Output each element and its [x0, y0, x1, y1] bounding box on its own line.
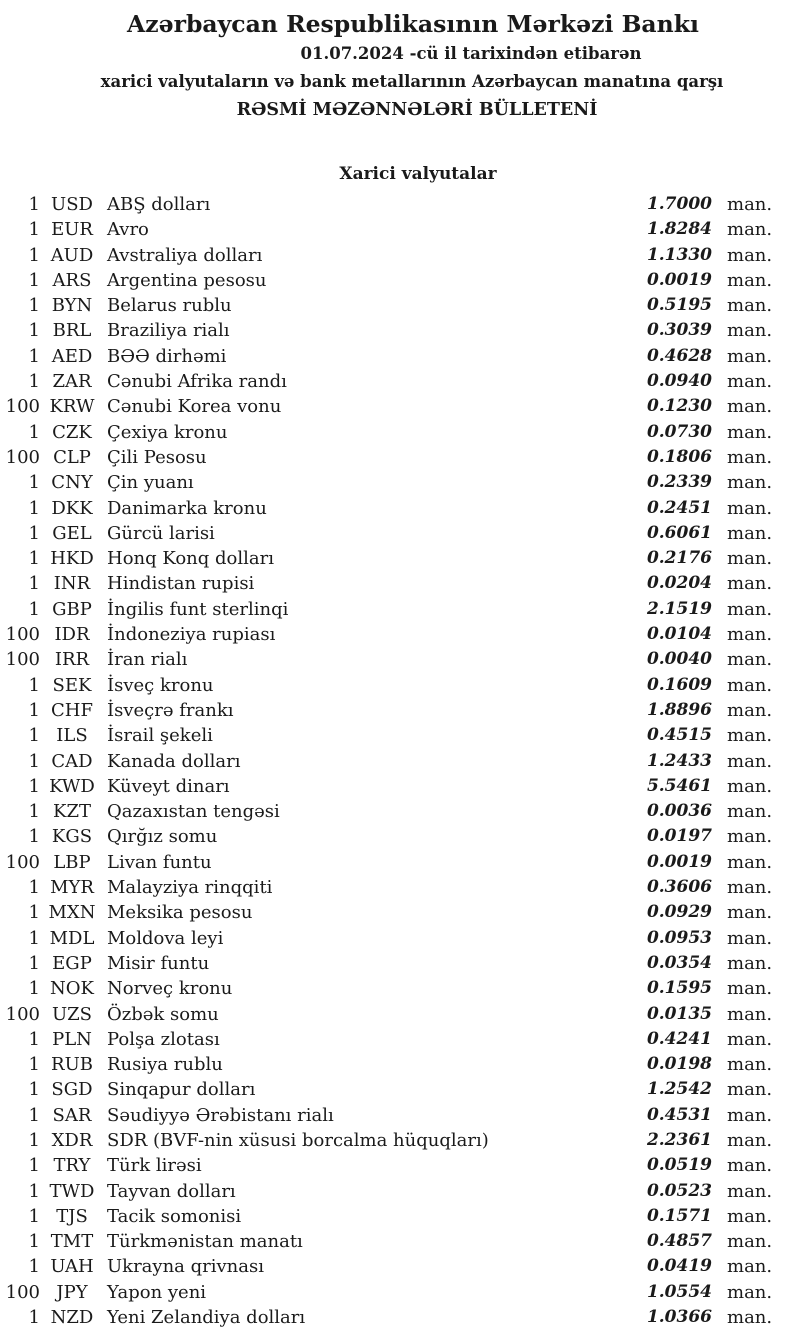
currency-code: KZT	[53, 801, 91, 823]
rate-unit: man.	[727, 1256, 773, 1278]
currency-name: Polşa zlotası	[107, 1028, 220, 1050]
currency-name: Türkmənistan manatı	[107, 1231, 303, 1253]
rate-value: 0.3606	[646, 877, 712, 898]
bulletin-header	[0, 9, 800, 124]
rate-unit: man.	[727, 320, 773, 342]
rate-quantity: 1	[28, 522, 40, 544]
currency-code: NOK	[50, 978, 94, 1000]
table-row	[0, 546, 800, 571]
rate-quantity: 1	[28, 927, 40, 949]
rate-quantity: 1	[28, 1256, 40, 1278]
table-row	[0, 521, 800, 546]
rate-unit: man.	[727, 194, 773, 215]
table-row	[0, 192, 800, 217]
rate-value: 0.0036	[646, 801, 712, 822]
rate-value: 0.1806	[646, 446, 712, 467]
rate-quantity: 1	[28, 826, 40, 848]
currency-code: INR	[53, 573, 91, 595]
currency-name: Moldova leyi	[107, 927, 224, 949]
rate-value: 1.0554	[646, 1281, 712, 1302]
rate-quantity: 1	[28, 674, 40, 696]
rate-quantity: 1	[28, 219, 40, 241]
rate-unit: man.	[727, 522, 773, 544]
rate-value: 0.0019	[646, 851, 712, 872]
currency-code: BYN	[51, 295, 93, 317]
table-row	[0, 622, 800, 647]
currency-name: İndoneziya rupiası	[107, 624, 276, 646]
rate-value: 1.0366	[646, 1307, 712, 1328]
rate-value: 0.0354	[646, 952, 712, 973]
currency-name: İsrail şekeli	[107, 725, 213, 747]
table-row	[0, 369, 800, 394]
currency-code: KWD	[49, 775, 95, 797]
currency-code: KGS	[51, 826, 93, 848]
table-row	[0, 875, 800, 900]
rate-quantity: 1	[28, 497, 40, 519]
currency-code: MXN	[48, 902, 96, 924]
table-row	[0, 976, 800, 1001]
rate-unit: man.	[727, 725, 773, 747]
currency-name: Honq Konq dolları	[107, 548, 274, 570]
rate-value: 0.4531	[646, 1104, 712, 1125]
rate-quantity: 1	[28, 801, 40, 823]
rate-unit: man.	[727, 1205, 773, 1227]
table-row	[0, 698, 800, 723]
rate-unit: man.	[727, 674, 773, 696]
rate-value: 0.1609	[646, 674, 712, 695]
rate-unit: man.	[727, 927, 773, 949]
currency-code: TRY	[53, 1155, 91, 1177]
currency-name: Argentina pesosu	[107, 269, 267, 291]
currency-name: Çin yuanı	[107, 472, 194, 494]
rate-value: 0.4857	[646, 1231, 712, 1252]
currency-name: Tayvan dolları	[107, 1180, 236, 1202]
table-row	[0, 445, 800, 470]
table-row	[0, 1229, 800, 1254]
rate-value: 0.1571	[646, 1205, 712, 1226]
table-row	[0, 1077, 800, 1102]
rate-value: 0.5195	[646, 295, 712, 316]
rate-unit: man.	[727, 446, 773, 468]
currency-code: CHF	[51, 699, 93, 721]
currency-name: Küveyt dinarı	[107, 775, 230, 797]
rate-value: 0.0953	[646, 927, 712, 948]
currency-name: Norveç kronu	[107, 978, 233, 1000]
bulletin-title: RƏSMİ MƏZƏNNƏLƏRİ BÜLLETENİ	[236, 100, 598, 120]
currency-name: Çili Pesosu	[107, 446, 207, 468]
rate-quantity: 1	[28, 1028, 40, 1050]
currency-code: SAR	[52, 1104, 92, 1126]
currency-name: Qırğız somu	[107, 826, 218, 848]
rates-table	[0, 192, 800, 1330]
rate-unit: man.	[727, 1003, 773, 1025]
rate-quantity: 1	[28, 1054, 40, 1076]
currency-name: Tacik somonisi	[107, 1205, 242, 1227]
rate-quantity: 1	[28, 598, 40, 620]
table-row	[0, 900, 800, 925]
rate-value: 0.0419	[646, 1256, 712, 1277]
rate-quantity: 1	[28, 1079, 40, 1101]
table-row	[0, 394, 800, 419]
rate-value: 1.2433	[646, 750, 712, 771]
rate-unit: man.	[727, 877, 773, 899]
table-row	[0, 850, 800, 875]
currency-code: ARS	[52, 269, 92, 291]
currency-name: Avstraliya dolları	[107, 244, 263, 266]
rate-unit: man.	[727, 775, 773, 797]
rate-quantity: 100	[5, 624, 40, 646]
rate-value: 0.4628	[646, 345, 712, 366]
rate-unit: man.	[727, 396, 773, 418]
table-row	[0, 1002, 800, 1027]
rate-value: 0.0730	[646, 421, 712, 442]
table-row	[0, 217, 800, 242]
rate-unit: man.	[727, 801, 773, 823]
currency-code: CLP	[53, 446, 91, 468]
rate-value: 0.0104	[646, 624, 712, 645]
rate-quantity: 100	[5, 1003, 40, 1025]
rate-unit: man.	[727, 219, 773, 241]
table-row	[0, 1103, 800, 1128]
rate-quantity: 100	[5, 396, 40, 418]
rate-quantity: 1	[28, 978, 40, 1000]
currency-code: ZAR	[52, 371, 92, 393]
section-title-foreign-currencies: Xarici valyutalar	[339, 164, 497, 184]
currency-name: Rusiya rublu	[107, 1054, 223, 1076]
currency-name: Sinqapur dolları	[107, 1079, 256, 1101]
currency-name: İsveç kronu	[107, 674, 214, 696]
rate-value: 1.8896	[646, 699, 712, 720]
rate-value: 1.1330	[646, 244, 712, 265]
rate-quantity: 1	[28, 194, 40, 215]
table-row	[0, 243, 800, 268]
currency-name: İran rialı	[107, 649, 188, 671]
currency-name: Ukrayna qrivnası	[107, 1256, 264, 1278]
currency-code: USD	[51, 194, 93, 215]
rate-value: 0.2339	[646, 472, 712, 493]
rate-quantity: 1	[28, 952, 40, 974]
currency-code: MDL	[49, 927, 95, 949]
currency-code: RUB	[51, 1054, 93, 1076]
rate-quantity: 1	[28, 371, 40, 393]
rate-value: 0.0519	[646, 1155, 712, 1176]
rate-value: 0.0204	[646, 573, 712, 594]
currency-code: CZK	[52, 421, 92, 443]
currency-name: ABŞ dolları	[107, 194, 211, 215]
effective-date-line: 01.07.2024 -cü il tarixindən etibarən	[300, 44, 642, 63]
table-row	[0, 571, 800, 596]
currency-code: UAH	[50, 1256, 94, 1278]
currency-name: Meksika pesosu	[107, 902, 253, 924]
currency-code: JPY	[56, 1281, 88, 1303]
currency-name: Yeni Zelandiya dolları	[107, 1307, 306, 1329]
currency-code: PLN	[52, 1028, 92, 1050]
rate-quantity: 1	[28, 269, 40, 291]
rate-unit: man.	[727, 472, 773, 494]
currency-code: TWD	[49, 1180, 95, 1202]
rate-unit: man.	[727, 1028, 773, 1050]
currency-code: IDR	[54, 624, 90, 646]
rate-quantity: 1	[28, 472, 40, 494]
rate-unit: man.	[727, 244, 773, 266]
rate-unit: man.	[727, 598, 773, 620]
rate-unit: man.	[727, 851, 773, 873]
currency-name: Kanada dolları	[107, 750, 241, 772]
table-row	[0, 293, 800, 318]
table-row	[0, 1052, 800, 1077]
rate-unit: man.	[727, 699, 773, 721]
rate-value: 0.6061	[646, 522, 712, 543]
rate-unit: man.	[727, 1129, 773, 1151]
currency-name: Yapon yeni	[107, 1281, 207, 1303]
table-row	[0, 318, 800, 343]
table-row	[0, 926, 800, 951]
currency-code: AUD	[50, 244, 94, 266]
rate-quantity: 1	[28, 1307, 40, 1329]
rate-quantity: 1	[28, 725, 40, 747]
currency-name: Türk lirəsi	[107, 1155, 202, 1177]
rate-quantity: 1	[28, 1231, 40, 1253]
rate-unit: man.	[727, 1104, 773, 1126]
rate-value: 0.4515	[646, 725, 712, 746]
currency-code: MYR	[50, 877, 94, 899]
currency-name: Braziliya rialı	[107, 320, 230, 342]
currency-code: XDR	[51, 1129, 93, 1151]
table-row	[0, 1204, 800, 1229]
currency-code: KRW	[49, 396, 95, 418]
rate-quantity: 1	[28, 699, 40, 721]
table-row	[0, 344, 800, 369]
rate-quantity: 1	[28, 1180, 40, 1202]
rate-quantity: 1	[28, 775, 40, 797]
rate-quantity: 100	[5, 446, 40, 468]
currency-name: Gürcü larisi	[107, 522, 215, 544]
rate-unit: man.	[727, 1281, 773, 1303]
rate-unit: man.	[727, 497, 773, 519]
currency-code: AED	[51, 345, 93, 367]
rate-value: 0.0940	[646, 371, 712, 392]
table-row	[0, 1179, 800, 1204]
currency-code: GEL	[52, 522, 92, 544]
rate-value: 1.8284	[646, 219, 712, 240]
table-row	[0, 597, 800, 622]
rate-quantity: 1	[28, 320, 40, 342]
rate-value: 0.0929	[646, 902, 712, 923]
rate-unit: man.	[727, 345, 773, 367]
currency-code: ILS	[56, 725, 88, 747]
table-row	[0, 268, 800, 293]
table-row	[0, 673, 800, 698]
rate-unit: man.	[727, 371, 773, 393]
currency-name: Belarus rublu	[107, 295, 232, 317]
rate-value: 2.2361	[646, 1129, 712, 1150]
rate-unit: man.	[727, 978, 773, 1000]
rate-value: 0.1230	[646, 396, 712, 417]
currency-code: EGP	[52, 952, 92, 974]
currency-code: CAD	[51, 750, 93, 772]
currency-name: Qazaxıstan tengəsi	[107, 801, 280, 823]
currency-code: NZD	[50, 1307, 94, 1329]
rate-quantity: 1	[28, 573, 40, 595]
table-row	[0, 824, 800, 849]
table-row	[0, 496, 800, 521]
currency-name: Özbək somu	[107, 1003, 219, 1025]
rate-quantity: 1	[28, 1104, 40, 1126]
rate-value: 0.1595	[646, 978, 712, 999]
table-row	[0, 470, 800, 495]
currency-name: Çexiya kronu	[107, 421, 228, 443]
currency-code: SGD	[51, 1079, 93, 1101]
rate-quantity: 1	[28, 1129, 40, 1151]
currency-name: Cənubi Afrika randı	[107, 371, 287, 393]
currency-code: BRL	[52, 320, 92, 342]
currency-code: UZS	[51, 1003, 92, 1025]
currency-code: DKK	[51, 497, 93, 519]
currency-name: Cənubi Korea vonu	[107, 396, 282, 418]
table-row	[0, 1280, 800, 1305]
rate-quantity: 1	[28, 421, 40, 443]
rate-value: 5.5461	[646, 775, 712, 796]
currency-name: İsveçrə frankı	[107, 699, 234, 721]
table-row	[0, 1305, 800, 1330]
table-row	[0, 951, 800, 976]
currency-code: EUR	[51, 219, 93, 241]
rate-unit: man.	[727, 269, 773, 291]
rate-unit: man.	[727, 573, 773, 595]
bulletin-scope-line: xarici valyutaların və bank metallarının Azərbaycan manatına qarşı	[100, 72, 724, 91]
rate-quantity: 100	[5, 851, 40, 873]
table-row	[0, 749, 800, 774]
rate-unit: man.	[727, 421, 773, 443]
rate-value: 0.3039	[646, 320, 712, 341]
table-row	[0, 1128, 800, 1153]
currency-name: İngilis funt sterlinqi	[107, 598, 289, 620]
table-row	[0, 799, 800, 824]
currency-name: Livan funtu	[107, 851, 212, 873]
rate-quantity: 1	[28, 750, 40, 772]
rate-quantity: 1	[28, 548, 40, 570]
table-row	[0, 1153, 800, 1178]
currency-code: CNY	[51, 472, 93, 494]
currency-code: HKD	[50, 548, 94, 570]
currency-name: Hindistan rupisi	[107, 573, 255, 595]
currency-name: SDR (BVF-nin xüsusi borcalma hüquqları)	[107, 1129, 489, 1151]
rate-value: 0.0523	[646, 1180, 712, 1201]
rate-quantity: 1	[28, 345, 40, 367]
currency-code: SEK	[52, 674, 92, 696]
rate-unit: man.	[727, 952, 773, 974]
rate-unit: man.	[727, 624, 773, 646]
rate-unit: man.	[727, 1307, 773, 1329]
table-row	[0, 647, 800, 672]
rate-value: 0.2451	[646, 497, 712, 518]
rate-value: 2.1519	[646, 598, 712, 619]
rate-quantity: 1	[28, 877, 40, 899]
currency-name: Danimarka kronu	[107, 497, 267, 519]
rate-quantity: 100	[5, 649, 40, 671]
currency-code: GBP	[52, 598, 92, 620]
rate-value: 0.0135	[646, 1003, 712, 1024]
currency-code: TMT	[50, 1231, 94, 1253]
rate-unit: man.	[727, 295, 773, 317]
rate-unit: man.	[727, 1231, 773, 1253]
rate-quantity: 1	[28, 1205, 40, 1227]
rate-value: 0.2176	[646, 548, 712, 569]
rate-value: 0.0019	[646, 269, 712, 290]
rate-quantity: 1	[28, 295, 40, 317]
rate-unit: man.	[727, 1054, 773, 1076]
rate-value: 0.0197	[646, 826, 712, 847]
rate-unit: man.	[727, 548, 773, 570]
table-row	[0, 420, 800, 445]
currency-name: Malayziya rinqqiti	[107, 877, 273, 899]
rate-quantity: 1	[28, 902, 40, 924]
currency-code: LBP	[53, 851, 91, 873]
currency-name: BƏƏ dirhəmi	[107, 345, 227, 367]
bank-title: Azərbaycan Respublikasının Mərkəzi Bankı	[127, 10, 699, 38]
rate-unit: man.	[727, 826, 773, 848]
rate-unit: man.	[727, 1079, 773, 1101]
rate-value: 1.7000	[646, 194, 712, 214]
rate-unit: man.	[727, 750, 773, 772]
rate-unit: man.	[727, 1180, 773, 1202]
currency-code: IRR	[54, 649, 90, 671]
table-row	[0, 723, 800, 748]
currency-name: Səudiyyə Ərəbistanı rialı	[107, 1104, 334, 1126]
table-row	[0, 1254, 800, 1279]
rate-unit: man.	[727, 902, 773, 924]
table-row	[0, 774, 800, 799]
rate-value: 0.4241	[646, 1028, 712, 1049]
rate-unit: man.	[727, 649, 773, 671]
rate-quantity: 1	[28, 1155, 40, 1177]
currency-name: Misir funtu	[107, 952, 210, 974]
currency-name: Avro	[107, 219, 149, 241]
rate-value: 0.0040	[646, 649, 712, 670]
rate-unit: man.	[727, 1155, 773, 1177]
table-row	[0, 1027, 800, 1052]
currency-code: TJS	[56, 1205, 88, 1227]
rate-quantity: 100	[5, 1281, 40, 1303]
rate-value: 1.2542	[646, 1079, 712, 1100]
rate-quantity: 1	[28, 244, 40, 266]
rate-value: 0.0198	[646, 1054, 712, 1075]
